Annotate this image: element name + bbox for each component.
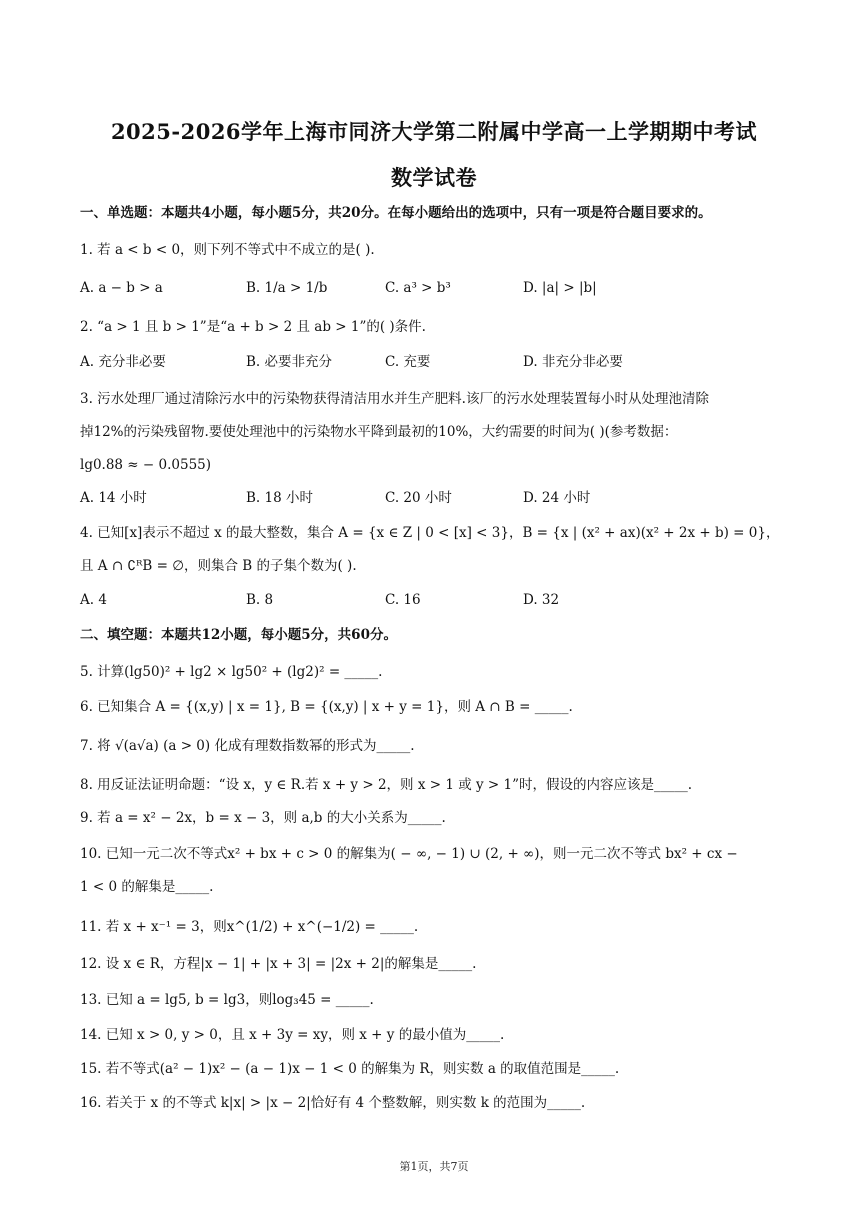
question-1-option-a: A. a − b > a [80, 280, 163, 296]
question-3-line-1: 3. 污水处理厂通过清除污水中的污染物获得清洁用水并生产肥料.该厂的污水处理装置每小时从处理池清除 [80, 391, 709, 407]
question-3-option-b: B. 18 小时 [246, 490, 313, 506]
question-2-option-b: B. 必要非充分 [246, 354, 333, 370]
question-3-option-c: C. 20 小时 [385, 490, 452, 506]
question-10-line-1: 10. 已知一元二次不等式x² + bx + c > 0 的解集为( − ∞, − 1) ∪ (2, + ∞)，则一元二次不等式 bx² + cx − [80, 846, 738, 862]
exam-subtitle: 数学试卷 [391, 165, 477, 190]
question-9: 9. 若 a = x² − 2x，b = x − 3，则 a,b 的大小关系为_____. [80, 810, 446, 826]
question-3-line-3: lg0.88 ≈ − 0.0555) [80, 457, 212, 473]
question-1-stem: 1. 若 a < b < 0，则下列不等式中不成立的是( ). [80, 242, 375, 258]
question-1-option-d: D. |a| > |b| [523, 280, 597, 296]
question-4-line-2: 且 A ∩ ∁ᴿB = ∅，则集合 B 的子集个数为( ). [80, 558, 357, 574]
question-6: 6. 已知集合 A = {(x,y) | x = 1}, B = {(x,y) | x + y = 1}，则 A ∩ B = _____. [80, 699, 573, 715]
question-2-option-d: D. 非充分非必要 [523, 354, 623, 370]
question-2-option-a: A. 充分非必要 [80, 354, 166, 370]
question-11: 11. 若 x + x⁻¹ = 3，则x^(1/2) + x^(−1/2) = _____. [80, 919, 419, 935]
section-single-choice: 一、单选题：本题共4小题，每小题5分，共20分。在每小题给出的选项中，只有一项是符合题目要求的。 [80, 205, 712, 221]
question-4-option-d: D. 32 [523, 592, 560, 608]
question-14: 14. 已知 x > 0, y > 0，且 x + 3y = xy，则 x + y 的最小值为_____. [80, 1027, 505, 1043]
question-1-option-c: C. a³ > b³ [385, 280, 451, 296]
question-3-option-d: D. 24 小时 [523, 490, 591, 506]
question-2-stem: 2. “a > 1 且 b > 1”是“a + b > 2 且 ab > 1”的( )条件. [80, 319, 426, 335]
question-16: 16. 若关于 x 的不等式 k|x| > |x − 2|恰好有 4 个整数解，则实数 k 的范围为_____. [80, 1095, 586, 1111]
question-4-option-c: C. 16 [385, 592, 421, 608]
question-4-line-1: 4. 已知[x]表示不超过 x 的最大整数，集合 A = {x ∈ Z | 0 < [x] < 3}，B = {x | (x² + ax)(x² + 2x + b) = 0}， [80, 525, 780, 541]
question-2-option-c: C. 充要 [385, 354, 431, 370]
question-5: 5. 计算(lg50)² + lg2 × lg50² + (lg2)² = _____. [80, 664, 383, 680]
section-fill-in: 二、填空题：本题共12小题，每小题5分，共60分。 [80, 627, 397, 643]
question-3-line-2: 掉12%的污染残留物.要使处理池中的污染物水平降到最初的10%，大约需要的时间为( )(参考数据： [80, 424, 678, 440]
question-12: 12. 设 x ∈ R，方程|x − 1| + |x + 3| = |2x + 2|的解集是_____. [80, 956, 477, 972]
question-15: 15. 若不等式(a² − 1)x² − (a − 1)x − 1 < 0 的解集为 R，则实数 a 的取值范围是_____. [80, 1061, 620, 1077]
exam-title: 2025-2026学年上海市同济大学第二附属中学高一上学期期中考试 [110, 119, 758, 144]
question-7: 7. 将 √(a√a) (a > 0) 化成有理数指数幂的形式为_____. [80, 738, 415, 754]
question-4-option-b: B. 8 [246, 592, 274, 608]
question-1-option-b: B. 1/a > 1/b [246, 280, 328, 296]
question-4-option-a: A. 4 [80, 592, 107, 608]
question-10-line-2: 1 < 0 的解集是_____. [80, 879, 214, 895]
question-3-option-a: A. 14 小时 [80, 490, 147, 506]
page-footer: 第1页，共7页 [399, 1160, 469, 1173]
question-8: 8. 用反证法证明命题：“设 x，y ∈ R.若 x + y > 2，则 x > 1 或 y > 1”时，假设的内容应该是_____. [80, 777, 693, 793]
question-13: 13. 已知 a = lg5, b = lg3，则log₃45 = _____. [80, 992, 374, 1008]
